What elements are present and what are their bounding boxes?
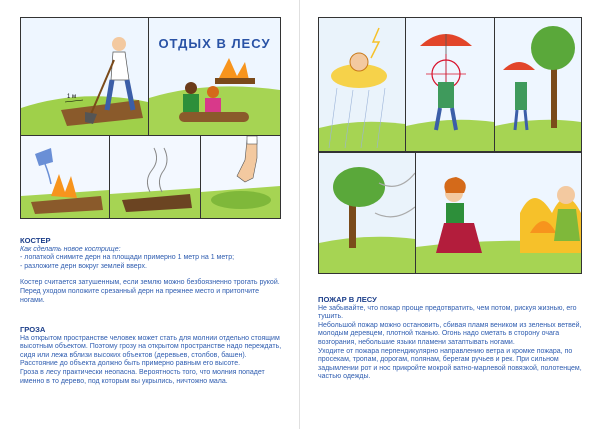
right-page	[300, 0, 600, 429]
campfire-step: - разложите дерн вокруг землей вверх.	[20, 262, 147, 270]
fire-heading: ПОЖАР В ЛЕСУ	[318, 295, 377, 304]
illustration-hand-check	[200, 135, 281, 219]
windy-forest-scene	[319, 153, 415, 273]
illustration-ashes	[109, 135, 201, 219]
fire-section	[318, 296, 582, 382]
fire-paragraph: Небольшой пожар можно остановить, сбивая пламя веником из зеленых ветвей, молодым деревцем, плотной тканью. Огонь надо сметать в сторону очага возгорания, небольшие языки пламени затаптывать ногами.	[318, 321, 582, 346]
fire-escape-scene	[416, 153, 581, 273]
fire-paragraph: Уходите от пожара перпендикулярно направлению ветра и кромке пожара, по просекам, тропам, дорогам, полянам, берегам ручьев и рек. При сильном задымлении рот и нос прикройте мокрой ватно-марлевой повязкой, полотенцем, частью одежды.	[318, 347, 582, 381]
illustration-windy-forest	[318, 152, 416, 274]
extinguish-scene	[21, 136, 109, 218]
hand-check-scene	[201, 136, 280, 218]
storm-paragraph: На открытом пространстве человек может стать для молнии отдельно стоящим высотным объектом. Поэтому грозу на открытом пространстве надо переждать, сидя или лежа вблизи высоких объектов (деревьев, столбов, башен). Расстояние до объекта должно быть примерно равным его высоте.	[20, 334, 282, 368]
campfire-step: - лопаткой снимите дерн на площади примерно 1 метр на 1 метр;	[20, 254, 235, 262]
illustration-tree-shelter	[494, 17, 582, 152]
measure-label: 1 м	[67, 94, 77, 100]
thunder-cloud-scene	[319, 18, 405, 151]
tree-shelter-scene	[495, 18, 581, 151]
illustration-digging	[20, 17, 149, 136]
page-title: ОТДЫХ В ЛЕСУ	[158, 36, 271, 51]
storm-section	[20, 326, 282, 386]
digging-scene	[21, 18, 148, 135]
campfire-intro: Как сделать новое кострище:	[20, 245, 121, 253]
umbrella-target-scene	[406, 18, 494, 151]
campfire-note: Костер считается затушенным, если землю можно безбоязненно трогать рукой.	[20, 279, 280, 287]
storm-paragraph: Гроза в лесу практически неопасна. Вероятность того, что молния попадет именно в то дерево, под которым вы укрылись, ничтожно мала.	[20, 368, 265, 385]
illustration-umbrella-target	[405, 17, 495, 152]
illustration-thunder-cloud	[318, 17, 406, 152]
campfire-section	[20, 237, 282, 305]
storm-heading: ГРОЗА	[20, 325, 46, 334]
illustration-campfire-friends	[148, 17, 281, 136]
illustration-fire-escape	[415, 152, 582, 274]
campfire-heading: КОСТЕР	[20, 236, 51, 245]
ashes-scene	[110, 136, 200, 218]
illustration-extinguish	[20, 135, 110, 219]
fire-paragraph: Не забывайте, что пожар проще предотвратить, чем потом, рискуя жизнью, его тушить.	[318, 304, 577, 321]
campfire-note: Перед уходом положите срезанный дерн на прежнее место и притопчите ногами.	[20, 287, 260, 304]
